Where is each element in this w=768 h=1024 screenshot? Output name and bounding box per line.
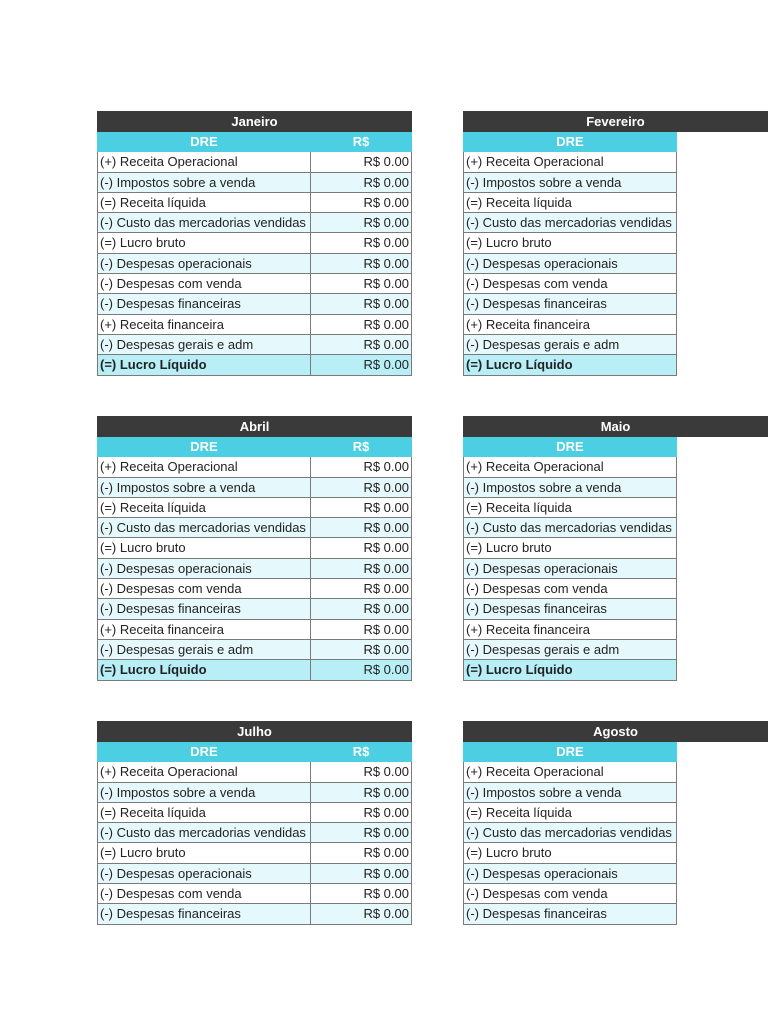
row-label-cell[interactable]: (-) Custo das mercadorias vendidas (97, 823, 311, 843)
row-label-cell[interactable]: (-) Despesas operacionais (97, 254, 311, 274)
month-header: Agosto (463, 721, 768, 742)
table-row (97, 152, 412, 172)
row-label-cell[interactable]: (=) Receita líquida (97, 498, 311, 518)
table-row (97, 783, 412, 803)
total-row (463, 355, 677, 375)
table-row (97, 823, 412, 843)
table-row (463, 803, 677, 823)
month-header: Abril (97, 416, 412, 437)
row-label-cell[interactable]: (-) Despesas financeiras (463, 599, 677, 619)
month-header: Maio (463, 416, 768, 437)
row-label-cell[interactable]: (+) Receita Operacional (463, 457, 677, 477)
row-value-cell[interactable]: R$ 0.00 (311, 884, 412, 904)
table-row (463, 335, 677, 355)
row-label-cell[interactable]: (-) Despesas financeiras (97, 599, 311, 619)
table-row (463, 538, 677, 558)
row-label-cell[interactable]: (-) Despesas gerais e adm (97, 335, 311, 355)
row-value-cell[interactable]: R$ 0.00 (311, 213, 412, 233)
dre-table (97, 132, 412, 376)
row-label-cell[interactable]: (-) Despesas gerais e adm (463, 640, 677, 660)
column-header-row (97, 742, 412, 762)
table-row (97, 579, 412, 599)
row-label-cell[interactable]: (-) Despesas com venda (463, 274, 677, 294)
column-header-dre[interactable]: DRE (97, 437, 311, 457)
table-row (463, 457, 677, 477)
table-row (97, 803, 412, 823)
row-value-cell[interactable]: R$ 0.00 (311, 640, 412, 660)
row-label-cell[interactable]: (+) Receita Operacional (97, 762, 311, 782)
row-label-cell[interactable]: (=) Lucro bruto (463, 843, 677, 863)
table-row (463, 498, 677, 518)
table-row (97, 335, 412, 355)
table-row (463, 640, 677, 660)
table-row (463, 762, 677, 782)
table-row (463, 213, 677, 233)
row-value-cell[interactable]: R$ 0.00 (311, 274, 412, 294)
table-row (463, 274, 677, 294)
table-row (97, 315, 412, 335)
row-label-cell[interactable]: (-) Despesas com venda (97, 579, 311, 599)
row-label-cell[interactable]: (=) Lucro Líquido (463, 355, 677, 375)
table-row (97, 538, 412, 558)
column-header-value[interactable]: R$ (311, 132, 412, 152)
month-header: Fevereiro (463, 111, 768, 132)
row-label-cell[interactable]: (=) Lucro Líquido (97, 660, 311, 680)
column-header-dre[interactable]: DRE (463, 742, 677, 762)
row-label-cell[interactable]: (=) Receita líquida (463, 498, 677, 518)
row-value-cell[interactable]: R$ 0.00 (311, 478, 412, 498)
table-row (97, 884, 412, 904)
row-value-cell[interactable]: R$ 0.00 (311, 783, 412, 803)
table-row (463, 193, 677, 213)
table-row (463, 884, 677, 904)
dre-table (463, 742, 677, 925)
table-row (463, 518, 677, 538)
row-label-cell[interactable]: (=) Lucro Líquido (463, 660, 677, 680)
table-row (463, 823, 677, 843)
row-label-cell[interactable]: (-) Impostos sobre a venda (97, 173, 311, 193)
row-value-cell[interactable]: R$ 0.00 (311, 559, 412, 579)
row-value-cell[interactable]: R$ 0.00 (311, 904, 412, 924)
table-row (463, 294, 677, 314)
column-header-row (463, 742, 677, 762)
row-value-cell[interactable]: R$ 0.00 (311, 599, 412, 619)
row-value-cell[interactable]: R$ 0.00 (311, 538, 412, 558)
row-label-cell[interactable]: (=) Lucro bruto (97, 538, 311, 558)
row-value-cell[interactable]: R$ 0.00 (311, 254, 412, 274)
row-label-cell[interactable]: (-) Impostos sobre a venda (463, 478, 677, 498)
row-label-cell[interactable]: (-) Despesas operacionais (463, 254, 677, 274)
row-label-cell[interactable]: (-) Despesas com venda (97, 884, 311, 904)
row-label-cell[interactable]: (+) Receita financeira (97, 620, 311, 640)
table-row (463, 599, 677, 619)
row-label-cell[interactable]: (-) Despesas financeiras (463, 904, 677, 924)
table-row (97, 518, 412, 538)
table-row (463, 478, 677, 498)
dre-table (97, 437, 412, 681)
row-value-cell[interactable]: R$ 0.00 (311, 173, 412, 193)
row-label-cell[interactable]: (+) Receita financeira (463, 620, 677, 640)
table-row (97, 254, 412, 274)
row-value-cell[interactable]: R$ 0.00 (311, 355, 412, 375)
row-label-cell[interactable]: (-) Despesas operacionais (463, 864, 677, 884)
row-label-cell[interactable]: (-) Impostos sobre a venda (97, 783, 311, 803)
row-label-cell[interactable]: (-) Despesas gerais e adm (463, 335, 677, 355)
row-value-cell[interactable]: R$ 0.00 (311, 620, 412, 640)
dre-table (97, 742, 412, 925)
table-row (97, 233, 412, 253)
row-value-cell[interactable]: R$ 0.00 (311, 843, 412, 863)
total-row (97, 660, 412, 680)
column-header-dre[interactable]: DRE (97, 742, 311, 762)
row-label-cell[interactable]: (+) Receita Operacional (97, 152, 311, 172)
row-value-cell[interactable]: R$ 0.00 (311, 498, 412, 518)
row-label-cell[interactable]: (=) Receita líquida (97, 803, 311, 823)
row-value-cell[interactable]: R$ 0.00 (311, 579, 412, 599)
column-header-dre[interactable]: DRE (463, 132, 677, 152)
row-label-cell[interactable]: (-) Impostos sobre a venda (97, 478, 311, 498)
column-header-row (463, 132, 677, 152)
row-label-cell[interactable]: (-) Despesas operacionais (97, 864, 311, 884)
table-row (97, 762, 412, 782)
column-header-value[interactable]: R$ (311, 437, 412, 457)
row-label-cell[interactable]: (-) Despesas com venda (463, 884, 677, 904)
row-value-cell[interactable]: R$ 0.00 (311, 823, 412, 843)
row-label-cell[interactable]: (=) Receita líquida (97, 193, 311, 213)
table-row (97, 599, 412, 619)
row-label-cell[interactable]: (+) Receita Operacional (97, 457, 311, 477)
row-label-cell[interactable]: (=) Lucro Líquido (97, 355, 311, 375)
table-row (463, 173, 677, 193)
table-row (463, 559, 677, 579)
row-label-cell[interactable]: (-) Custo das mercadorias vendidas (463, 213, 677, 233)
row-label-cell[interactable]: (-) Despesas operacionais (463, 559, 677, 579)
dre-table (463, 437, 677, 681)
table-row (97, 843, 412, 863)
table-row (97, 904, 412, 924)
table-row (97, 864, 412, 884)
table-row (463, 579, 677, 599)
month-header: Julho (97, 721, 412, 742)
row-value-cell[interactable]: R$ 0.00 (311, 294, 412, 314)
column-header-dre[interactable]: DRE (97, 132, 311, 152)
row-label-cell[interactable]: (-) Custo das mercadorias vendidas (463, 518, 677, 538)
dre-table (463, 132, 677, 376)
row-label-cell[interactable]: (=) Lucro bruto (463, 233, 677, 253)
table-row (463, 620, 677, 640)
row-label-cell[interactable]: (-) Custo das mercadorias vendidas (97, 213, 311, 233)
row-label-cell[interactable]: (=) Receita líquida (463, 803, 677, 823)
table-row (97, 457, 412, 477)
row-value-cell[interactable]: R$ 0.00 (311, 315, 412, 335)
row-label-cell[interactable]: (+) Receita financeira (463, 315, 677, 335)
column-header-value[interactable]: R$ (311, 742, 412, 762)
total-row (97, 355, 412, 375)
row-label-cell[interactable]: (-) Despesas financeiras (97, 294, 311, 314)
table-row (463, 783, 677, 803)
row-value-cell[interactable]: R$ 0.00 (311, 518, 412, 538)
row-label-cell[interactable]: (=) Lucro bruto (97, 843, 311, 863)
row-label-cell[interactable]: (+) Receita Operacional (463, 152, 677, 172)
row-label-cell[interactable]: (-) Despesas financeiras (463, 294, 677, 314)
row-value-cell[interactable]: R$ 0.00 (311, 762, 412, 782)
row-value-cell[interactable]: R$ 0.00 (311, 152, 412, 172)
row-value-cell[interactable]: R$ 0.00 (311, 457, 412, 477)
column-header-row (97, 132, 412, 152)
table-row (97, 213, 412, 233)
column-header-row (463, 437, 677, 457)
row-label-cell[interactable]: (=) Lucro bruto (463, 538, 677, 558)
table-row (97, 620, 412, 640)
month-header: Janeiro (97, 111, 412, 132)
table-row (97, 559, 412, 579)
table-row (463, 233, 677, 253)
row-label-cell[interactable]: (+) Receita financeira (97, 315, 311, 335)
table-row (97, 498, 412, 518)
table-row (97, 173, 412, 193)
row-label-cell[interactable]: (=) Receita líquida (463, 193, 677, 213)
table-row (97, 294, 412, 314)
row-label-cell[interactable]: (+) Receita Operacional (463, 762, 677, 782)
row-label-cell[interactable]: (-) Despesas com venda (463, 579, 677, 599)
row-value-cell[interactable]: R$ 0.00 (311, 660, 412, 680)
total-row (463, 660, 677, 680)
table-row (97, 478, 412, 498)
row-value-cell[interactable]: R$ 0.00 (311, 193, 412, 213)
row-value-cell[interactable]: R$ 0.00 (311, 233, 412, 253)
table-row (97, 193, 412, 213)
row-label-cell[interactable]: (-) Custo das mercadorias vendidas (97, 518, 311, 538)
row-label-cell[interactable]: (-) Impostos sobre a venda (463, 783, 677, 803)
row-value-cell[interactable]: R$ 0.00 (311, 335, 412, 355)
row-label-cell[interactable]: (-) Impostos sobre a venda (463, 173, 677, 193)
table-row (463, 904, 677, 924)
row-label-cell[interactable]: (-) Despesas gerais e adm (97, 640, 311, 660)
row-label-cell[interactable]: (-) Despesas financeiras (97, 904, 311, 924)
row-value-cell[interactable]: R$ 0.00 (311, 803, 412, 823)
table-row (97, 640, 412, 660)
table-row (97, 274, 412, 294)
table-row (463, 315, 677, 335)
table-row (463, 864, 677, 884)
table-row (463, 254, 677, 274)
table-row (463, 843, 677, 863)
row-label-cell[interactable]: (=) Lucro bruto (97, 233, 311, 253)
row-label-cell[interactable]: (-) Despesas com venda (97, 274, 311, 294)
row-value-cell[interactable]: R$ 0.00 (311, 864, 412, 884)
row-label-cell[interactable]: (-) Despesas operacionais (97, 559, 311, 579)
column-header-row (97, 437, 412, 457)
column-header-dre[interactable]: DRE (463, 437, 677, 457)
row-label-cell[interactable]: (-) Custo das mercadorias vendidas (463, 823, 677, 843)
table-row (463, 152, 677, 172)
